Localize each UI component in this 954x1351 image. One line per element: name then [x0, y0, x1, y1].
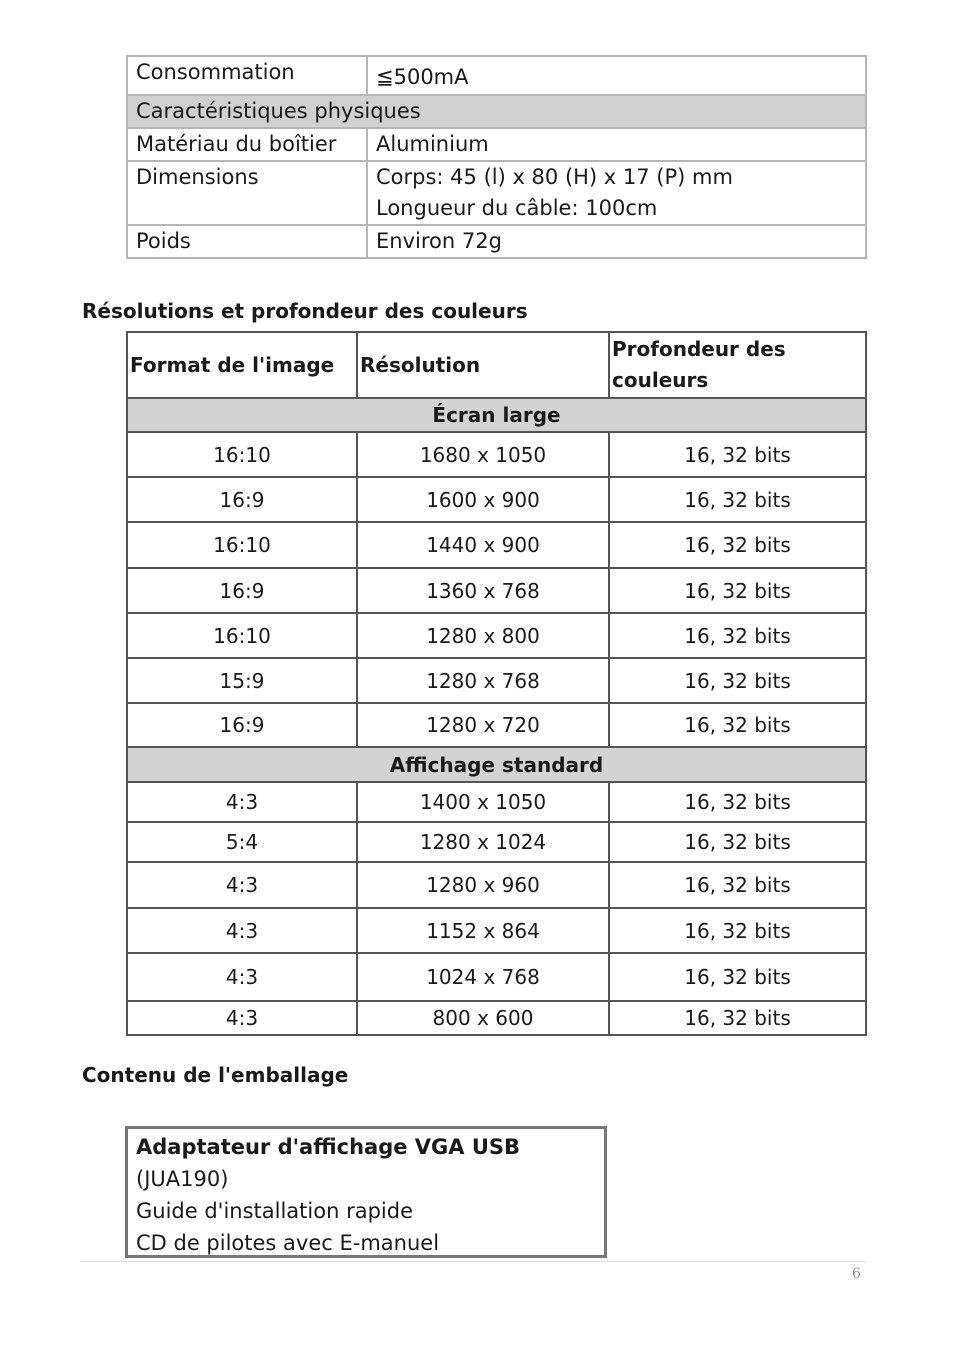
resolution-cell: 1280 x 960 [357, 862, 609, 908]
spec-value: Aluminium [367, 128, 866, 161]
aspect-ratio-cell: 4:3 [127, 862, 357, 908]
spec-label: Matériau du boîtier [127, 128, 367, 161]
spec-row [127, 56, 866, 95]
section-title: Écran large [127, 398, 866, 432]
spec-section-title: Caractéristiques physiques [127, 95, 866, 128]
table-row [127, 953, 866, 1001]
table-row [127, 432, 866, 477]
resolution-cell: 1152 x 864 [357, 908, 609, 953]
resolution-cell: 1680 x 1050 [357, 432, 609, 477]
spec-section-row [127, 95, 866, 128]
table-row [127, 703, 866, 747]
spec-label: Poids [127, 225, 367, 258]
table-row [127, 822, 866, 862]
color-depth-cell: 16, 32 bits [609, 782, 866, 822]
package-contents-box [125, 1126, 607, 1258]
aspect-ratio-cell: 4:3 [127, 782, 357, 822]
color-depth-cell: 16, 32 bits [609, 568, 866, 613]
resolution-cell: 1280 x 800 [357, 613, 609, 658]
resolution-cell: 1600 x 900 [357, 477, 609, 522]
resolution-cell: 1024 x 768 [357, 953, 609, 1001]
package-title: Adaptateur d'affichage VGA USB [136, 1135, 521, 1159]
spec-value: Corps: 45 (l) x 80 (H) x 17 (P) mm [376, 165, 733, 189]
aspect-ratio-cell: 16:10 [127, 613, 357, 658]
color-depth-cell: 16, 32 bits [609, 953, 866, 1001]
section-row [127, 747, 866, 782]
table-row [127, 862, 866, 908]
aspect-ratio-cell: 15:9 [127, 658, 357, 703]
color-depth-cell: 16, 32 bits [609, 822, 866, 862]
color-depth-cell: 16, 32 bits [609, 432, 866, 477]
spec-label: Consommation [127, 56, 367, 95]
aspect-ratio-cell: 4:3 [127, 1001, 357, 1035]
spec-label: Dimensions [127, 161, 367, 225]
aspect-ratio-cell: 16:9 [127, 568, 357, 613]
color-depth-cell: 16, 32 bits [609, 477, 866, 522]
aspect-ratio-cell: 16:9 [127, 477, 357, 522]
resolutions-heading: Résolutions et profondeur des couleurs [82, 299, 528, 323]
package-item: CD de pilotes avec E-manuel [136, 1231, 440, 1255]
table-row [127, 477, 866, 522]
footer-divider [80, 1261, 866, 1262]
table-row [127, 522, 866, 568]
color-depth-cell: 16, 32 bits [609, 613, 866, 658]
table-row [127, 613, 866, 658]
color-depth-cell: 16, 32 bits [609, 908, 866, 953]
resolution-cell: 1280 x 768 [357, 658, 609, 703]
resolution-cell: 1280 x 1024 [357, 822, 609, 862]
spec-value: Environ 72g [367, 225, 866, 258]
color-depth-cell: 16, 32 bits [609, 1001, 866, 1035]
column-header: Format de l'image [127, 332, 357, 398]
spec-value-group [367, 161, 866, 225]
spec-value: ≦500mA [367, 56, 866, 95]
color-depth-cell: 16, 32 bits [609, 703, 866, 747]
aspect-ratio-cell: 16:10 [127, 432, 357, 477]
spec-row [127, 225, 866, 258]
table-row [127, 908, 866, 953]
aspect-ratio-cell: 16:10 [127, 522, 357, 568]
resolutions-table [126, 331, 867, 1036]
resolution-cell: 1360 x 768 [357, 568, 609, 613]
package-item: Guide d'installation rapide [136, 1199, 413, 1223]
table-row [127, 1001, 866, 1035]
section-row [127, 398, 866, 432]
color-depth-cell: 16, 32 bits [609, 862, 866, 908]
resolution-cell: 1440 x 900 [357, 522, 609, 568]
column-header: Profondeur des couleurs [609, 332, 866, 398]
column-header: Résolution [357, 332, 609, 398]
resolution-cell: 1280 x 720 [357, 703, 609, 747]
color-depth-cell: 16, 32 bits [609, 658, 866, 703]
table-header-row [127, 332, 866, 398]
table-row [127, 568, 866, 613]
section-title: Affichage standard [127, 747, 866, 782]
aspect-ratio-cell: 16:9 [127, 703, 357, 747]
resolution-cell: 800 x 600 [357, 1001, 609, 1035]
page-number: 6 [852, 1266, 861, 1282]
aspect-ratio-cell: 4:3 [127, 908, 357, 953]
package-item: (JUA190) [136, 1167, 229, 1191]
color-depth-cell: 16, 32 bits [609, 522, 866, 568]
spec-row [127, 128, 866, 161]
table-row [127, 782, 866, 822]
spec-table [126, 55, 867, 259]
aspect-ratio-cell: 4:3 [127, 953, 357, 1001]
spec-value-line2: Longueur du câble: 100cm [376, 196, 658, 220]
package-heading: Contenu de l'emballage [82, 1063, 349, 1087]
resolution-cell: 1400 x 1050 [357, 782, 609, 822]
aspect-ratio-cell: 5:4 [127, 822, 357, 862]
table-row [127, 658, 866, 703]
spec-row [127, 161, 866, 225]
